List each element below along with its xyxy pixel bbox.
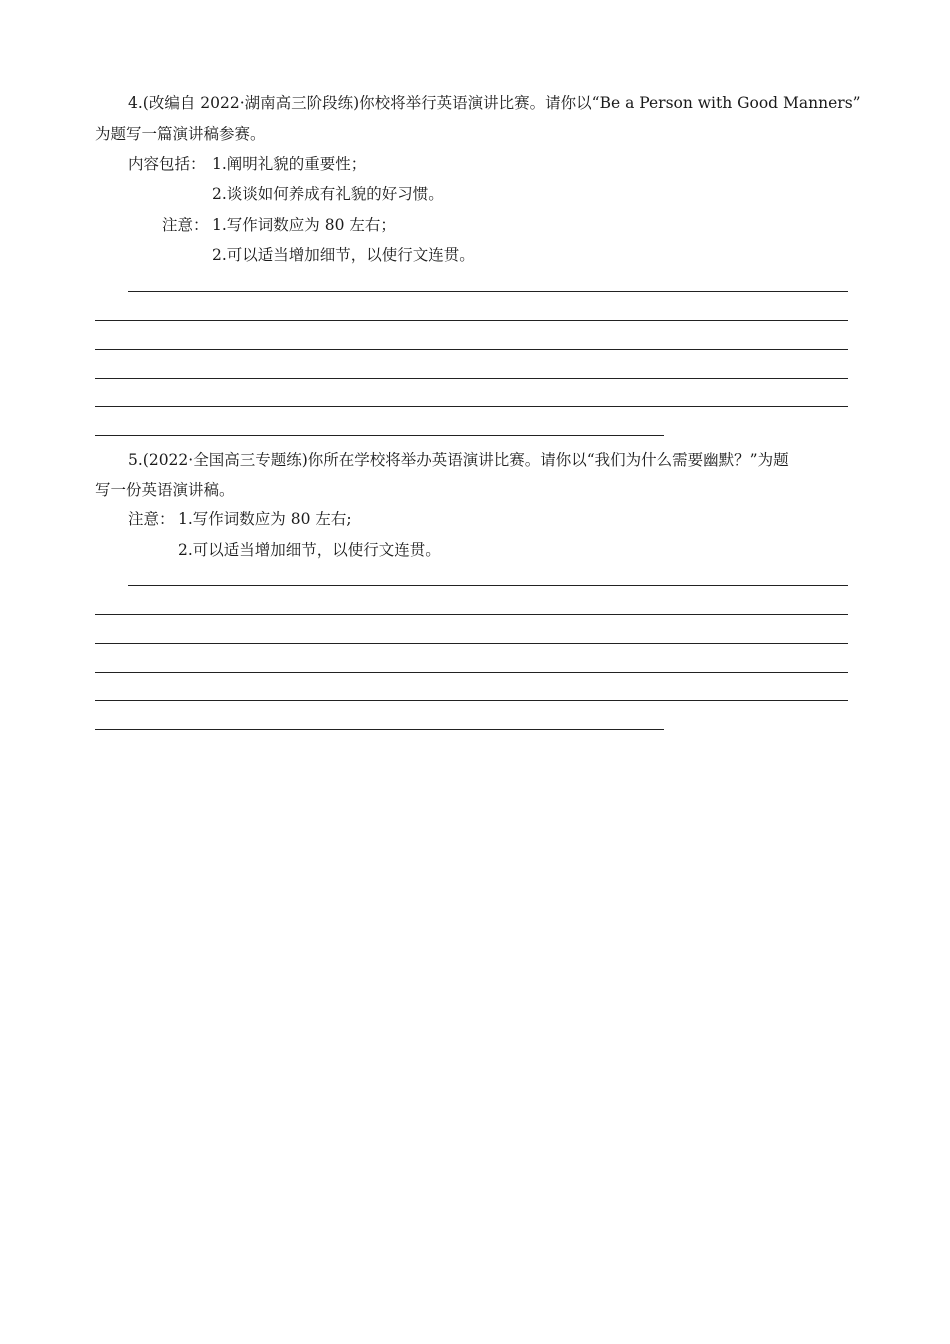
answer-line <box>128 291 848 292</box>
q4-note-item-1: 1.写作词数应为 80 左右； <box>212 216 396 234</box>
answer-line <box>95 614 848 615</box>
answer-line <box>95 700 848 701</box>
answer-line <box>95 672 848 673</box>
q5-note-item-2: 2.可以适当增加细节，以使行文连贯。 <box>178 541 441 559</box>
q4-content-item-1: 1.阐明礼貌的重要性； <box>212 155 367 173</box>
q5-prompt-line-1: 5.(2022·全国高三专题练)你所在学校将举办英语演讲比赛。请你以“我们为什么需要幽默？”为题 <box>128 451 789 469</box>
q4-content-label: 内容包括： <box>128 155 206 173</box>
answer-line <box>95 643 848 644</box>
q4-note-item-2: 2.可以适当增加细节，以使行文连贯。 <box>212 246 475 264</box>
q4-prompt-line-1: 4.(改编自 2022·湖南高三阶段练)你校将举行英语演讲比赛。请你以“Be a Person with Good Manners” <box>128 94 861 112</box>
q5-prompt-line-2: 写一份英语演讲稿。 <box>95 481 235 499</box>
answer-line <box>95 729 664 730</box>
answer-line <box>95 378 848 379</box>
answer-line <box>95 349 848 350</box>
answer-line <box>95 320 848 321</box>
q4-content-item-2: 2.谈谈如何养成有礼貌的好习惯。 <box>212 185 444 203</box>
answer-line <box>95 435 664 436</box>
answer-line <box>128 585 848 586</box>
q4-prompt-line-2: 为题写一篇演讲稿参赛。 <box>95 125 266 143</box>
answer-line <box>95 406 848 407</box>
q5-note-item-1: 1.写作词数应为 80 左右; <box>178 510 352 528</box>
q5-note-label: 注意： <box>128 510 175 528</box>
q4-note-label: 注意： <box>162 216 209 234</box>
